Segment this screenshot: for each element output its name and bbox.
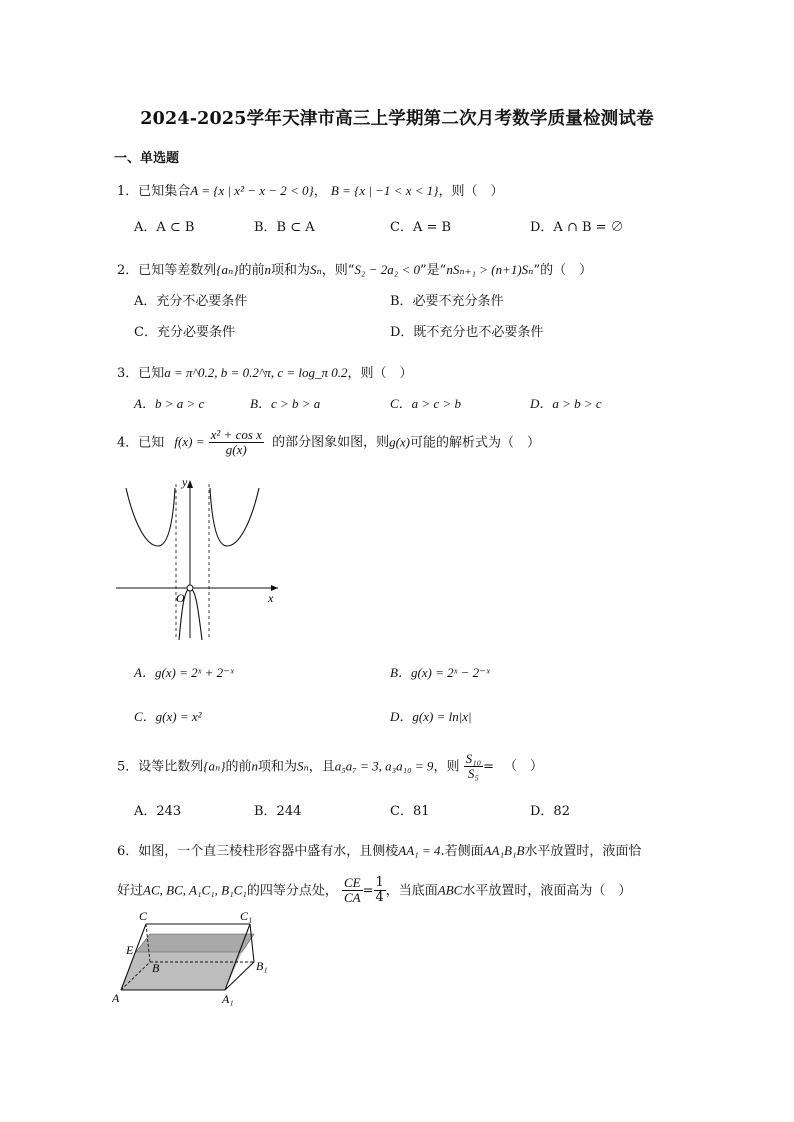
q5-suffix: （ ）	[504, 759, 544, 775]
label-e: E	[126, 943, 134, 957]
q6-value-denominator: 4	[375, 890, 384, 906]
q4-prefix: 4．已知	[117, 435, 165, 451]
q4-option-d-text: D．g(x) = ln|x|	[390, 709, 472, 724]
left-branch	[126, 488, 175, 546]
q5-denominator: S₅	[467, 766, 479, 782]
q4-numerator: x² + cos x	[210, 427, 262, 442]
label-a: A	[112, 991, 120, 1005]
q5-numerator: S₁₀	[465, 751, 482, 766]
q4-suffix: 可能的解析式为（ ）	[410, 435, 541, 451]
q5-option-c[interactable]: C．81	[390, 804, 430, 819]
q5-eq: =	[483, 759, 495, 775]
question-4	[117, 428, 540, 458]
q2-option-b[interactable]: B．必要不充分条件	[390, 294, 504, 309]
q1-option-c[interactable]: C．A = B	[390, 220, 452, 235]
q6-face: AA₁B₁B	[483, 843, 525, 858]
q3-option-c[interactable]: C．a > c > b	[390, 396, 461, 411]
question-3	[117, 362, 413, 381]
question-5	[117, 752, 543, 782]
q2-cond-1: S₂ − 2a₂ < 0	[354, 262, 421, 277]
section-heading: 一、单选题	[114, 151, 180, 166]
q4-option-a-text: A．g(x) = 2ˣ + 2⁻ˣ	[134, 665, 234, 680]
q1-set-a: A = {x | x² − x − 2 < 0}	[190, 183, 314, 198]
q4-option-c-text: C．g(x) = x²	[134, 709, 202, 724]
q1-option-d[interactable]: D．A ∩ B = ∅	[530, 220, 624, 235]
q4-mid: 的部分图象如图，则	[272, 435, 390, 451]
q4-fraction	[209, 428, 264, 458]
q1-prefix: 1．已知集合	[117, 184, 191, 199]
q5-n: n	[251, 758, 258, 774]
q1-option-b[interactable]: B．B ⊂ A	[254, 220, 315, 235]
q3-expr: a = π^0.2, b = 0.2^π, c = log_π 0.2	[164, 365, 348, 380]
page-title: 2024-2025学年天津市高三上学期第二次月考数学质量检测试卷	[140, 109, 654, 129]
q6-value-numerator: 1	[375, 875, 384, 890]
q6-value-fraction	[374, 876, 386, 906]
q6-text-1b: .若侧面	[440, 844, 484, 859]
label-b: B	[152, 961, 160, 975]
q5-option-b[interactable]: B．244	[254, 804, 302, 819]
q6-ratio-fraction	[342, 876, 363, 906]
q2-n: n	[264, 262, 271, 277]
q4-graph	[112, 478, 282, 643]
q6-eq: =	[362, 883, 374, 899]
q5-mid1: 的前	[225, 759, 252, 775]
q2-text-4: ，则“	[321, 263, 355, 278]
q2-option-a[interactable]: A．充分不必要条件	[134, 294, 248, 309]
q4-option-b[interactable]	[390, 662, 490, 681]
q3-option-b[interactable]: B．c > b > a	[250, 396, 321, 411]
q2-cond-2: nSₙ₊₁ > (n+1)Sₙ	[446, 262, 534, 277]
q6-abc: ABC	[437, 882, 463, 898]
origin-label: O	[176, 591, 185, 605]
q6-text-2a: 好过	[117, 883, 144, 899]
q4-gx: g(x)	[389, 434, 411, 450]
x-label: x	[268, 591, 274, 605]
q2-text-2: 的前	[238, 263, 265, 278]
label-c1: C₁	[240, 909, 253, 923]
right-branch	[210, 488, 259, 546]
q6-aa1: AA₁ = 4	[398, 843, 441, 858]
question-2	[117, 259, 592, 278]
q1-suffix: ，则（ ）	[438, 184, 504, 199]
q3-prefix: 3．已知	[117, 366, 165, 381]
q6-prism-figure	[112, 906, 284, 1006]
q3-suffix: ，则（ ）	[347, 366, 413, 381]
q2-seq: {aₙ}	[216, 262, 239, 277]
q4-option-c[interactable]	[134, 706, 202, 725]
q4-option-d[interactable]	[390, 706, 472, 725]
question-6-line-1	[117, 840, 641, 859]
q4-option-a[interactable]	[134, 662, 234, 681]
q3-option-d[interactable]: D．a > b > c	[530, 396, 602, 411]
q3-option-a[interactable]: A．b > a > c	[134, 396, 205, 411]
q1-option-a[interactable]: A．A ⊂ B	[134, 220, 195, 235]
y-label: y	[182, 478, 188, 489]
q5-mid4: ，则	[433, 759, 460, 775]
q4-option-b-text: B．g(x) = 2ˣ − 2⁻ˣ	[390, 665, 490, 680]
q5-option-d[interactable]: D．82	[530, 804, 570, 819]
q5-mid3: ，且	[308, 759, 335, 775]
q2-option-d[interactable]: D．既不充分也不必要条件	[390, 325, 544, 340]
y-axis-arrow-icon	[187, 480, 193, 488]
question-6-line-2	[117, 876, 631, 906]
q5-cond: a₅a₇ = 3, a₃a₁₀ = 9	[334, 758, 434, 774]
q6-points: AC, BC, A₁C₁, B₁C₁	[143, 882, 247, 898]
q6-text-2b: 的四等分点处，	[246, 883, 338, 899]
q2-text-6: ”的（ ）	[533, 263, 593, 278]
q4-denominator: g(x)	[225, 442, 247, 458]
label-c: C	[139, 909, 148, 923]
q2-text-5: ”是“	[420, 263, 447, 278]
q1-set-b: B = {x | −1 < x < 1}	[330, 183, 439, 198]
origin-hole	[187, 585, 193, 591]
q5-seq: {aₙ}	[203, 758, 226, 774]
q6-denominator: CA	[343, 890, 361, 906]
q2-option-c[interactable]: C．充分必要条件	[134, 325, 235, 340]
q2-text-1: 2．已知等差数列	[117, 263, 217, 278]
q6-text-1a: 6．如图，一个直三棱柱形容器中盛有水，且侧棱	[117, 844, 399, 859]
q6-text-2c: ，当底面	[385, 883, 438, 899]
q4-fx: f(x) =	[174, 434, 205, 450]
q5-option-a[interactable]: A．243	[134, 804, 182, 819]
q6-text-2d: 水平放置时，液面高为（ ）	[462, 883, 632, 899]
q5-S: Sₙ	[296, 758, 309, 774]
q6-numerator: CE	[343, 875, 361, 890]
water-surface	[136, 934, 254, 952]
edge-c1b1	[250, 924, 254, 962]
question-1: 1．已知集合A = {x | x² − x − 2 < 0}， B = {x | −1 < x < 1}，则（ ）	[117, 183, 504, 199]
q6-text-1c: 水平放置时，液面恰	[524, 844, 642, 859]
q5-mid2: 项和为	[257, 759, 297, 775]
q2-text-3: 项和为	[270, 263, 310, 278]
label-a1: A₁	[222, 992, 234, 1006]
q5-fraction	[464, 752, 484, 782]
label-b1: B₁	[256, 959, 268, 973]
q5-prefix: 5．设等比数列	[117, 759, 204, 775]
q2-S: Sₙ	[309, 262, 322, 277]
